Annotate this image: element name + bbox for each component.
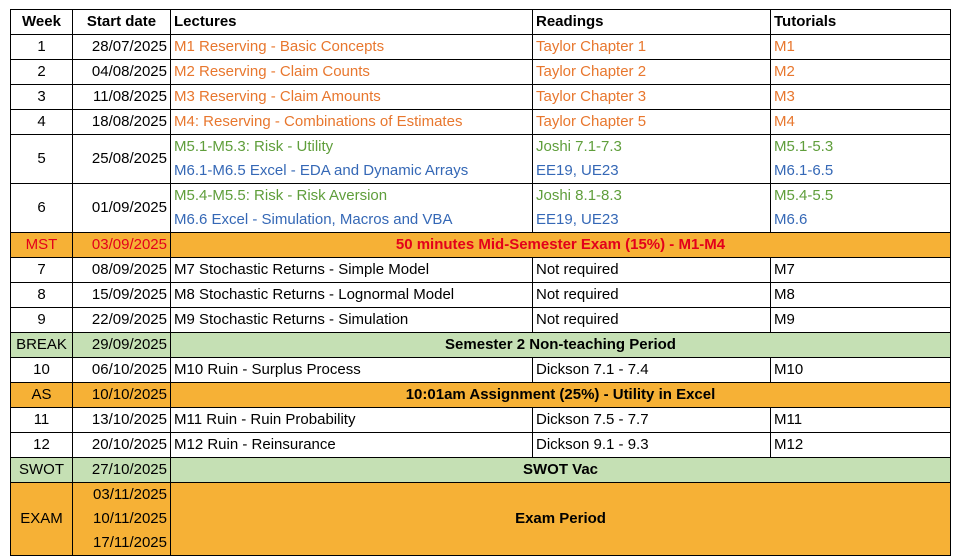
week-cell: 10 — [11, 358, 73, 383]
week-cell: 8 — [11, 283, 73, 308]
week-cell: 2 — [11, 60, 73, 85]
lecture-cell: M12 Ruin - Reinsurance — [171, 433, 533, 458]
reading-cell: Taylor Chapter 3 — [533, 85, 771, 110]
assignment-row — [11, 383, 951, 408]
week-cell: 9 — [11, 308, 73, 333]
date-cell: 11/08/2025 — [73, 85, 171, 110]
tutorial-cell: M11 — [771, 408, 951, 433]
lecture-cell: M4: Reserving - Combinations of Estimates — [171, 110, 533, 135]
table-row — [11, 184, 951, 233]
lecture-line: M5.1-M5.3: Risk - Utility — [174, 138, 334, 155]
tutorial-line: M6.6 — [774, 211, 808, 228]
week-cell: 4 — [11, 110, 73, 135]
header-tutorials: Tutorials — [771, 10, 951, 35]
date-cell: 15/09/2025 — [73, 283, 171, 308]
date-cell: 18/08/2025 — [73, 110, 171, 135]
date-cell — [73, 483, 171, 556]
table-row — [11, 258, 951, 283]
week-cell: 3 — [11, 85, 73, 110]
header-readings: Readings — [533, 10, 771, 35]
date-cell: 10/10/2025 — [73, 383, 171, 408]
reading-cell: Not required — [533, 258, 771, 283]
lecture-cell: M11 Ruin - Ruin Probability — [171, 408, 533, 433]
tutorial-cell: M1 — [771, 35, 951, 60]
table-row — [11, 308, 951, 333]
tutorial-cell: M12 — [771, 433, 951, 458]
lecture-cell — [171, 135, 533, 184]
event-banner: Semester 2 Non-teaching Period — [171, 333, 951, 358]
lecture-cell: M1 Reserving - Basic Concepts — [171, 35, 533, 60]
swot-vac-row — [11, 458, 951, 483]
tutorial-cell: M10 — [771, 358, 951, 383]
lecture-cell: M8 Stochastic Returns - Lognormal Model — [171, 283, 533, 308]
lecture-line: M6.1-M6.5 Excel - EDA and Dynamic Arrays — [174, 162, 469, 179]
lecture-cell: M9 Stochastic Returns - Simulation — [171, 308, 533, 333]
date-cell: 20/10/2025 — [73, 433, 171, 458]
date-cell: 27/10/2025 — [73, 458, 171, 483]
week-cell: BREAK — [11, 333, 73, 358]
table-row — [11, 110, 951, 135]
date-cell: 08/09/2025 — [73, 258, 171, 283]
week-cell: SWOT — [11, 458, 73, 483]
reading-cell: Dickson 7.5 - 7.7 — [533, 408, 771, 433]
table-row — [11, 60, 951, 85]
lecture-cell: M7 Stochastic Returns - Simple Model — [171, 258, 533, 283]
tutorial-cell: M2 — [771, 60, 951, 85]
week-cell: MST — [11, 233, 73, 258]
week-cell: 1 — [11, 35, 73, 60]
reading-line: Joshi 7.1-7.3 — [536, 138, 622, 155]
week-cell: 7 — [11, 258, 73, 283]
week-cell: EXAM — [11, 483, 73, 556]
date-cell: 04/08/2025 — [73, 60, 171, 85]
tutorial-cell: M9 — [771, 308, 951, 333]
reading-line: Joshi 8.1-8.3 — [536, 187, 622, 204]
tutorial-cell: M8 — [771, 283, 951, 308]
date-cell: 06/10/2025 — [73, 358, 171, 383]
reading-cell — [533, 184, 771, 233]
reading-cell: Taylor Chapter 1 — [533, 35, 771, 60]
reading-cell: Dickson 7.1 - 7.4 — [533, 358, 771, 383]
tutorial-cell — [771, 135, 951, 184]
lecture-cell: M10 Ruin - Surplus Process — [171, 358, 533, 383]
reading-line: EE19, UE23 — [536, 162, 619, 179]
reading-cell — [533, 135, 771, 184]
table-row — [11, 283, 951, 308]
header-row — [11, 10, 951, 35]
reading-cell: Taylor Chapter 2 — [533, 60, 771, 85]
lecture-line: M5.4-M5.5: Risk - Risk Aversion — [174, 187, 388, 204]
reading-cell: Not required — [533, 308, 771, 333]
date-cell: 13/10/2025 — [73, 408, 171, 433]
mid-semester-exam-row — [11, 233, 951, 258]
event-banner: 50 minutes Mid-Semester Exam (15%) - M1-M4 — [171, 233, 951, 258]
tutorial-line: M5.1-5.3 — [774, 138, 834, 155]
reading-cell: Not required — [533, 283, 771, 308]
header-lectures: Lectures — [171, 10, 533, 35]
table-row — [11, 35, 951, 60]
event-banner: 10:01am Assignment (25%) - Utility in Excel — [171, 383, 951, 408]
schedule-table — [10, 9, 951, 556]
tutorial-cell: M7 — [771, 258, 951, 283]
tutorial-cell — [771, 184, 951, 233]
date-cell: 03/09/2025 — [73, 233, 171, 258]
table-row — [11, 433, 951, 458]
table-row — [11, 408, 951, 433]
lecture-cell: M3 Reserving - Claim Amounts — [171, 85, 533, 110]
week-cell: 5 — [11, 135, 73, 184]
exam-date: 03/11/2025 — [93, 486, 167, 503]
break-row — [11, 333, 951, 358]
date-cell: 25/08/2025 — [73, 135, 171, 184]
tutorial-cell: M4 — [771, 110, 951, 135]
tutorial-cell: M3 — [771, 85, 951, 110]
exam-date: 17/11/2025 — [93, 534, 167, 551]
lecture-line: M6.6 Excel - Simulation, Macros and VBA — [174, 211, 453, 228]
tutorial-line: M5.4-5.5 — [774, 187, 834, 204]
date-cell: 29/09/2025 — [73, 333, 171, 358]
date-cell: 01/09/2025 — [73, 184, 171, 233]
week-cell: AS — [11, 383, 73, 408]
exam-period-row — [11, 483, 951, 556]
week-cell: 11 — [11, 408, 73, 433]
event-banner: Exam Period — [171, 483, 951, 556]
header-week: Week — [11, 10, 73, 35]
tutorial-line: M6.1-6.5 — [774, 162, 834, 179]
table-row — [11, 85, 951, 110]
date-cell: 22/09/2025 — [73, 308, 171, 333]
table-row — [11, 135, 951, 184]
reading-line: EE19, UE23 — [536, 211, 619, 228]
week-cell: 12 — [11, 433, 73, 458]
reading-cell: Dickson 9.1 - 9.3 — [533, 433, 771, 458]
week-cell: 6 — [11, 184, 73, 233]
lecture-cell: M2 Reserving - Claim Counts — [171, 60, 533, 85]
date-cell: 28/07/2025 — [73, 35, 171, 60]
lecture-cell — [171, 184, 533, 233]
exam-date: 10/11/2025 — [93, 510, 167, 527]
header-start-date: Start date — [73, 10, 171, 35]
reading-cell: Taylor Chapter 5 — [533, 110, 771, 135]
event-banner: SWOT Vac — [171, 458, 951, 483]
table-row — [11, 358, 951, 383]
